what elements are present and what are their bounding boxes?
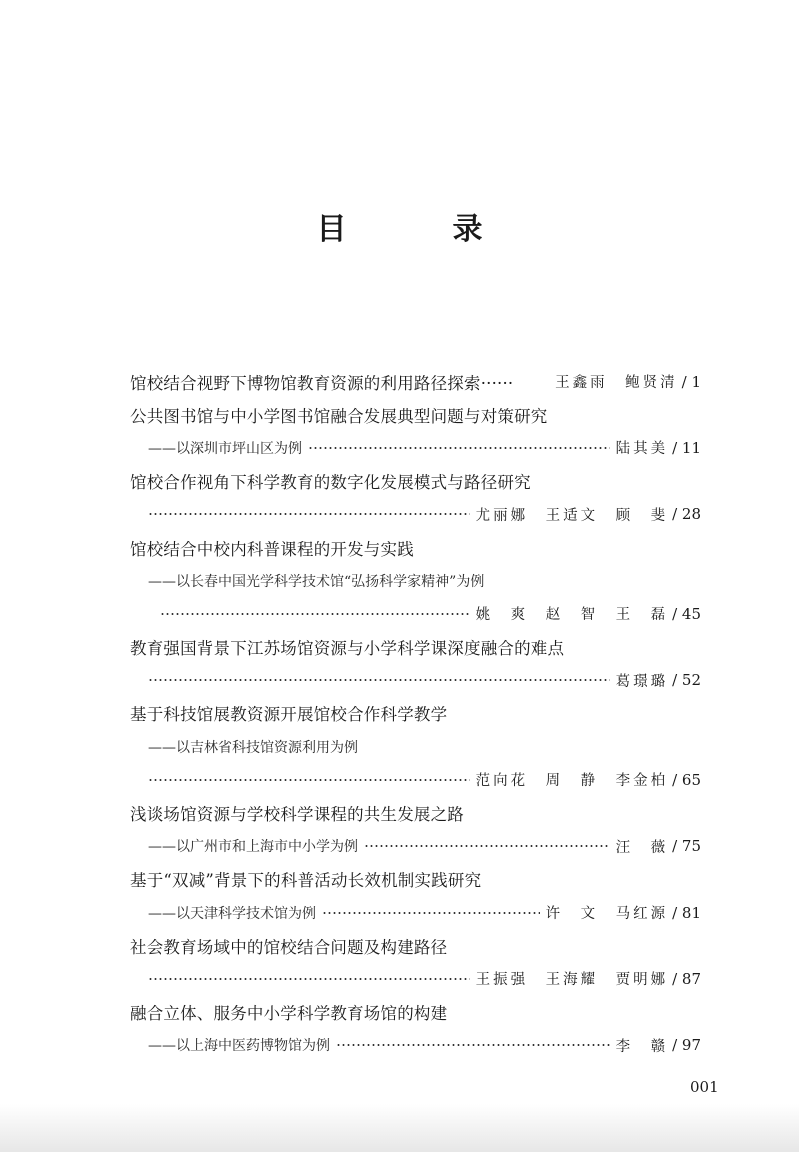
- entry-authors: 陆其美: [615, 441, 669, 458]
- table-of-contents: [130, 365, 701, 1062]
- entry-page: / 52: [672, 671, 701, 690]
- leader-dots: [322, 912, 540, 914]
- toc-entry-title-line[interactable]: [130, 531, 701, 564]
- entry-authors: 范向花 周 静 李金柏: [475, 773, 669, 790]
- entry-title: 馆校结合中校内科普课程的开发与实践: [130, 539, 414, 559]
- entry-authors: 李 赣: [615, 1038, 669, 1055]
- entry-page: / 87: [672, 969, 701, 988]
- entry-page: / 28: [672, 505, 701, 524]
- toc-entry-subtitle-line[interactable]: [130, 1029, 701, 1062]
- toc-entry-subtitle-line[interactable]: [130, 730, 701, 763]
- entry-authors: 葛璟璐: [615, 673, 669, 690]
- toc-entry-title-line[interactable]: [130, 796, 701, 829]
- entry-subtitle: ——以上海中医药博物馆为例: [148, 1038, 330, 1055]
- toc-entry-leader-line[interactable]: [130, 962, 701, 995]
- entry-title: 公共图书馆与中小学图书馆融合发展典型问题与对策研究: [130, 406, 548, 426]
- page-folio: 001: [690, 1078, 719, 1096]
- entry-page: / 75: [672, 837, 701, 856]
- entry-page: / 1: [681, 372, 701, 391]
- entry-title: 浅谈场馆资源与学校科学课程的共生发展之路: [130, 805, 464, 825]
- entry-title: 融合立体、服务中小学科学教育场馆的构建: [130, 1004, 448, 1024]
- entry-title: 教育强国背景下江苏场馆资源与小学科学课深度融合的难点: [130, 639, 565, 659]
- leader-dots: [148, 679, 610, 681]
- entry-subtitle: ——以天津科学技术馆为例: [148, 905, 316, 922]
- entry-subtitle: ——以深圳市坪山区为例: [148, 440, 302, 457]
- entry-authors: 汪 薇: [615, 839, 669, 856]
- entry-subtitle: ——以吉林省科技馆资源利用为例: [148, 739, 358, 756]
- toc-entry-subtitle-line[interactable]: [130, 896, 701, 929]
- leader-dots: [160, 613, 470, 615]
- entry-page: / 81: [672, 903, 701, 922]
- toc-entry[interactable]: [130, 365, 701, 398]
- toc-entry-subtitle-line[interactable]: [130, 431, 701, 464]
- toc-entry-title-line[interactable]: [130, 863, 701, 896]
- entry-authors: 王鑫雨 鲍贤清: [555, 375, 678, 392]
- entry-page: / 45: [672, 604, 701, 623]
- entry-title: 社会教育场域中的馆校结合问题及构建路径: [130, 937, 448, 957]
- entry-title: 基于“双减”背景下的科普活动长效机制实践研究: [130, 871, 482, 891]
- toc-entry-leader-line[interactable]: [130, 763, 701, 796]
- entry-authors: 王振强 王海耀 贾明娜: [475, 972, 669, 989]
- toc-entry-leader-line[interactable]: [130, 664, 701, 697]
- leader-dots: [364, 845, 610, 847]
- toc-entry-title-line[interactable]: [130, 697, 701, 730]
- toc-entry-title-line[interactable]: [130, 465, 701, 498]
- leader-dots: [308, 447, 610, 449]
- toc-entry-leader-line[interactable]: [130, 498, 701, 531]
- toc-entry-subtitle-line[interactable]: [130, 830, 701, 863]
- entry-page: / 65: [672, 770, 701, 789]
- entry-title: 馆校结合视野下博物馆教育资源的利用路径探索······: [130, 373, 514, 393]
- entry-subtitle: ——以广州市和上海市中小学为例: [148, 839, 358, 856]
- entry-authors: 尤丽娜 王适文 顾 斐: [475, 507, 669, 524]
- entry-title: 馆校合作视角下科学教育的数字化发展模式与路径研究: [130, 473, 531, 493]
- entry-authors: 许 文 马红源: [545, 906, 669, 923]
- entry-subtitle: ——以长春中国光学科学技术馆“弘扬科学家精神”为例: [148, 573, 485, 590]
- entry-page: / 97: [672, 1036, 701, 1055]
- toc-heading: 目 录: [316, 212, 521, 247]
- entry-authors: 姚 爽 赵 智 王 磊: [475, 607, 669, 624]
- toc-entry-leader-line[interactable]: [130, 597, 701, 630]
- leader-dots: [336, 1044, 610, 1046]
- toc-entry-title-line[interactable]: [130, 398, 701, 431]
- leader-dots: [148, 779, 470, 781]
- leader-dots: [148, 978, 470, 980]
- toc-entry-subtitle-line[interactable]: [130, 564, 701, 597]
- entry-title: 基于科技馆展教资源开展馆校合作科学教学: [130, 705, 448, 725]
- entry-page: / 11: [672, 438, 701, 457]
- toc-entry-title-line[interactable]: [130, 631, 701, 664]
- toc-entry-title-line[interactable]: [130, 996, 701, 1029]
- toc-entry-title-line[interactable]: [130, 929, 701, 962]
- leader-dots: [148, 513, 470, 515]
- page-edge-shadow: [0, 1104, 799, 1152]
